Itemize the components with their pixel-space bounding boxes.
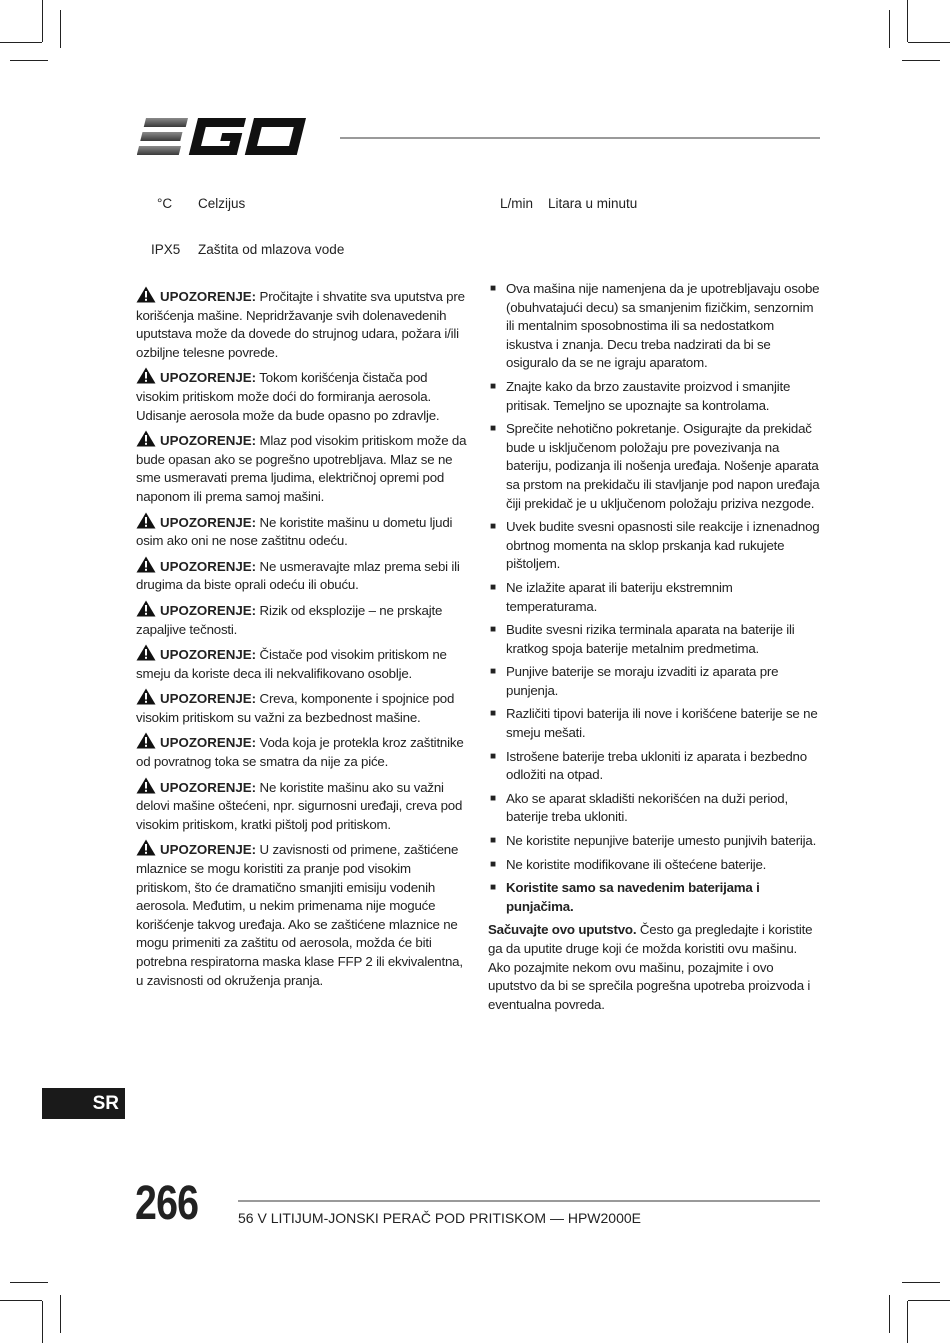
list-item [488, 879, 821, 916]
list-item [488, 420, 821, 513]
warning-label: UPOZORENJE: [160, 602, 257, 618]
symbol-lmin-meaning: Litara u minutu [548, 196, 638, 211]
warning-text: Pročitajte i shvatite sva uputstva pre korišćenja mašine. Nepridržavanje svih dolenavedenih uputstava može da dovede do strujnog udara, požara i/ili ozbiljne telesne povrede. [136, 289, 465, 360]
crop-mark [0, 42, 42, 43]
bullet-icon: ■ [490, 423, 496, 435]
bullet-text: Ne koristite nepunjive baterije umesto punjivih baterija. [506, 833, 817, 849]
warning-label: UPOZORENJE: [160, 289, 257, 304]
list-item [488, 832, 821, 851]
warning-text: Mlaz pod visokim pritiskom može da bude opasan ako se pogrešno upotrebljava. Mlaz se ne sme usmeravati prema ljudima, električnoj opremi pod naponom ili prema samoj mašini. [136, 433, 467, 504]
crop-mark [60, 10, 61, 48]
bold-bullet-text: Koristite samo sa navedenim baterijama i punjačima. [506, 880, 760, 914]
bullet-icon: ■ [490, 380, 496, 392]
warning-triangle-icon [136, 556, 156, 573]
symbol-lmin: L/min [500, 196, 534, 211]
list-item [488, 705, 821, 742]
closing-label: Sačuvajte ovo uputstvo. [488, 922, 637, 938]
warning-label: UPOZORENJE: [160, 691, 257, 707]
warning-label: UPOZORENJE: [160, 779, 257, 795]
warning-label: UPOZORENJE: [160, 433, 257, 449]
symbol-ipx5-meaning: Zaštita od mlazova vode [198, 242, 345, 257]
list-item [488, 518, 821, 574]
crop-mark [907, 0, 908, 42]
bullet-icon: ■ [490, 624, 496, 636]
warning-paragraph [136, 732, 467, 771]
bullet-icon: ■ [490, 708, 496, 720]
warning-paragraph [136, 367, 467, 425]
bullet-icon: ■ [490, 750, 496, 762]
bullet-text: Različiti tipovi baterija ili nove i korišćene baterije se ne smeju mešati. [506, 706, 818, 741]
bullet-text: Ako se aparat skladišti nekorišćen na duži period, baterije treba ukloniti. [506, 790, 788, 825]
language-tab: SR [42, 1088, 125, 1119]
bullet-text: Istrošene baterije treba ukloniti iz aparata i bezbedno odložiti na otpad. [506, 748, 807, 783]
crop-mark [42, 0, 43, 42]
warning-triangle-icon [136, 286, 156, 303]
bullet-icon: ■ [490, 882, 496, 894]
warning-paragraph [136, 512, 467, 551]
bullet-text: Ova mašina nije namenjena da je upotrebljavaju osobe (obuhvatajući decu) sa smanjenim fizičkim, senzornim ili mentalnim sposobnostima ili sa nedostatkom iskustva i znanja. Decu treba nadzirati da bi se osiguralo da se ne igraju aparatom. [506, 281, 820, 371]
list-item [488, 856, 821, 875]
list-item [488, 748, 821, 785]
warning-paragraph [136, 600, 467, 639]
bullet-text: Uvek budite svesni opasnosti sile reakcije i iznenadnog obrtnog momenta na sklop prskanja kad rukujete pištoljem. [506, 519, 820, 572]
crop-mark [908, 1300, 950, 1301]
symbol-celsius-meaning: Celzijus [198, 196, 246, 211]
warning-text: U zavisnosti od primene, zaštićene mlaznice se mogu koristiti za pranje pod visokim pritiskom, što će dramatično smanjiti emisiju vodenih aerosola. Međutim, u nekim primenama nije moguće korišćenje takvog uređaja. Ako se zaštićene mlaznice ne mogu primeniti za zaštitu od aerosola, možda će biti potrebna respiratorna maska klase FFP 2 ili ekvivalentna, u zavisnosti od okruženja pranja. [136, 842, 463, 988]
crop-mark [10, 1282, 48, 1283]
crop-mark [889, 10, 890, 48]
warning-triangle-icon [136, 430, 156, 447]
ego-logo-icon [137, 114, 322, 160]
list-item [488, 621, 821, 658]
crop-mark [907, 1301, 908, 1343]
bullet-icon: ■ [490, 792, 496, 804]
warning-text: Rizik od eksplozije – ne prskajte zapaljive tečnosti. [136, 602, 443, 637]
symbol-ipx5: IPX5 [151, 242, 181, 257]
crop-mark [0, 1300, 42, 1301]
crop-mark [908, 42, 950, 43]
warning-paragraph [136, 777, 467, 835]
warning-text: Čistače pod visokim pritiskom ne smeju da koriste deca ili nekvalifikovano osoblje. [136, 647, 447, 681]
warning-text: Tokom korišćenja čistača pod visokim pritiskom može doći do formiranja aerosola. Udisanje aerosola može da bude opasno po zdravlje. [136, 370, 440, 423]
warning-text: Ne koristite mašinu u dometu ljudi osim ako oni ne nose zaštitnu odeću. [136, 514, 453, 549]
warning-text: Ne koristite mašinu ako su važni delovi mašine oštećeni, npr. sigurnosni uređaji, creva pod visokim pritiskom, kratki pištolj pod pritiskom. [136, 779, 463, 832]
footer-title: 56 V LITIJUM-JONSKI PERAČ POD PRITISKOM — HPW2000E [238, 1210, 641, 1226]
warning-triangle-icon [136, 732, 156, 749]
warning-triangle-icon [136, 644, 156, 661]
warning-label: UPOZORENJE: [160, 370, 257, 386]
bullet-text: Sprečite nehotično pokretanje. Osigurajte da prekidač bude u isključenom položaju pre povezivanja na bateriju, podizanja ili nošenja uređaja. Nošenje aparata sa prstom na prekidaču ili stavljanje pod napon uređaja čiji prekidač je u uključenom položaju priziva nezgode. [506, 421, 820, 511]
warning-paragraph [136, 839, 467, 990]
warning-text: Creva, komponente i spojnice pod visokim pritiskom su važni za bezbednost mašine. [136, 691, 455, 725]
warning-paragraph [136, 556, 467, 595]
list-item [488, 663, 821, 700]
list-item [488, 579, 821, 616]
crop-mark [902, 1282, 940, 1283]
bullet-icon: ■ [490, 666, 496, 678]
warning-triangle-icon [136, 600, 156, 617]
list-item [488, 378, 821, 415]
warning-triangle-icon [136, 777, 156, 794]
crop-mark [902, 60, 940, 61]
safety-rules-column [488, 280, 821, 1019]
warning-triangle-icon [136, 839, 156, 856]
safety-bullet-list [488, 280, 821, 874]
warning-paragraph [136, 644, 467, 683]
warning-label: UPOZORENJE: [160, 514, 257, 530]
bullet-text: Znajte kako da brzo zaustavite proizvod i smanjite pritisak. Temeljno se upoznajte sa kontrolama. [506, 378, 791, 413]
crop-mark [889, 1295, 890, 1333]
footer-rule [238, 1200, 820, 1202]
warning-triangle-icon [136, 367, 156, 384]
crop-mark [42, 1301, 43, 1343]
warning-text: Voda koja je protekla kroz zaštitnike od povratnog toka se smatra da nije za piće. [136, 735, 464, 770]
header-rule [340, 137, 820, 139]
warning-triangle-icon [136, 512, 156, 529]
warning-label: UPOZORENJE: [160, 735, 257, 751]
bullet-text: Ne koristite modifikovane ili oštećene baterije. [506, 856, 767, 872]
bullet-icon: ■ [490, 835, 496, 847]
warning-paragraph [136, 430, 467, 506]
bullet-icon: ■ [490, 858, 496, 870]
bullet-text: Punjive baterije se moraju izvaditi iz aparata pre punjenja. [506, 664, 779, 698]
warning-label: UPOZORENJE: [160, 647, 257, 663]
bullet-text: Budite svesni rizika terminala aparata na baterije ili kratkog spoja baterije metalnim predmetima. [506, 622, 795, 656]
closing-paragraph [488, 921, 821, 1014]
list-item [488, 280, 821, 373]
warning-label: UPOZORENJE: [160, 558, 257, 574]
warning-paragraph [136, 286, 467, 362]
warning-paragraph [136, 688, 467, 727]
symbol-celsius: °C [157, 196, 173, 211]
bullet-icon: ■ [490, 521, 496, 533]
bullet-icon: ■ [490, 581, 496, 593]
bullet-icon: ■ [490, 283, 496, 294]
warning-label: UPOZORENJE: [160, 842, 257, 858]
warning-triangle-icon [136, 688, 156, 705]
crop-mark [60, 1295, 61, 1333]
closing-text: Često ga pregledajte i koristite ga da uputite druge koji će možda koristiti ovu mašinu. Ako pozajmite nekom ovu mašinu, pozajmite i ovo uputstvo da bi se sprečila pogrešna upotreba proizvoda i eventualna povreda. [488, 922, 813, 1012]
list-item [488, 790, 821, 827]
warnings-column [136, 286, 467, 995]
crop-mark [10, 60, 48, 61]
warning-text: Ne usmeravajte mlaz prema sebi ili drugima da biste oprali odeću ili obuću. [136, 558, 460, 593]
bullet-text: Ne izlažite aparat ili bateriju ekstremnim temperaturama. [506, 579, 733, 614]
page-number: 266 [135, 1177, 199, 1230]
